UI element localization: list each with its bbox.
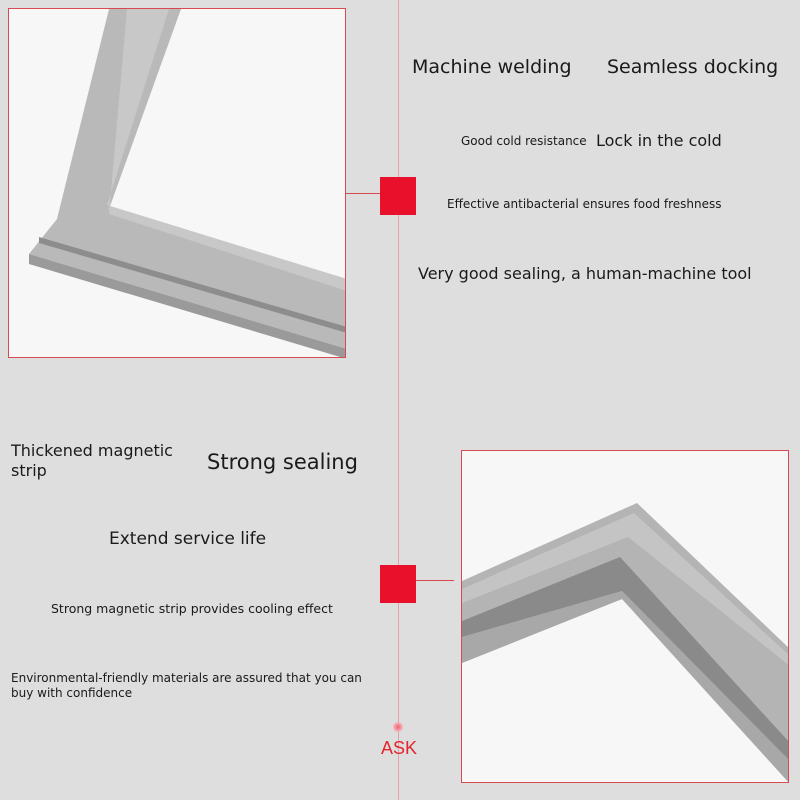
gasket-corner-photo-top [8, 8, 346, 358]
feature-antibacterial: Effective antibacterial ensures food freshness [447, 197, 722, 211]
feature-thickened-line1: Thickened magnetic [11, 441, 173, 460]
ask-label[interactable]: ASK [381, 738, 418, 758]
feature-eco-line2: buy with confidence [11, 686, 133, 700]
accent-square-bottom [380, 565, 416, 603]
feature-eco-line1: Environmental-friendly materials are assured that you can [11, 671, 362, 685]
accent-square-top [380, 177, 416, 215]
glow-dot [393, 722, 403, 732]
feature-service-life: Extend service life [109, 529, 267, 549]
connector-line-top [346, 193, 380, 194]
feature-sealing-tool: Very good sealing, a human-machine tool [418, 264, 752, 283]
center-divider-line [398, 0, 399, 800]
feature-lock-cold: Lock in the cold [596, 131, 722, 150]
feature-machine-welding: Machine welding [412, 56, 572, 78]
connector-line-bottom [416, 580, 454, 581]
feature-cold-resistance: Good cold resistance [461, 134, 587, 148]
feature-seamless-docking: Seamless docking [607, 56, 779, 78]
feature-strong-sealing: Strong sealing [207, 450, 358, 474]
gasket-corner-photo-bottom [461, 450, 789, 783]
feature-thickened-line2: strip [11, 461, 47, 480]
feature-cooling: Strong magnetic strip provides cooling effect [51, 601, 333, 616]
